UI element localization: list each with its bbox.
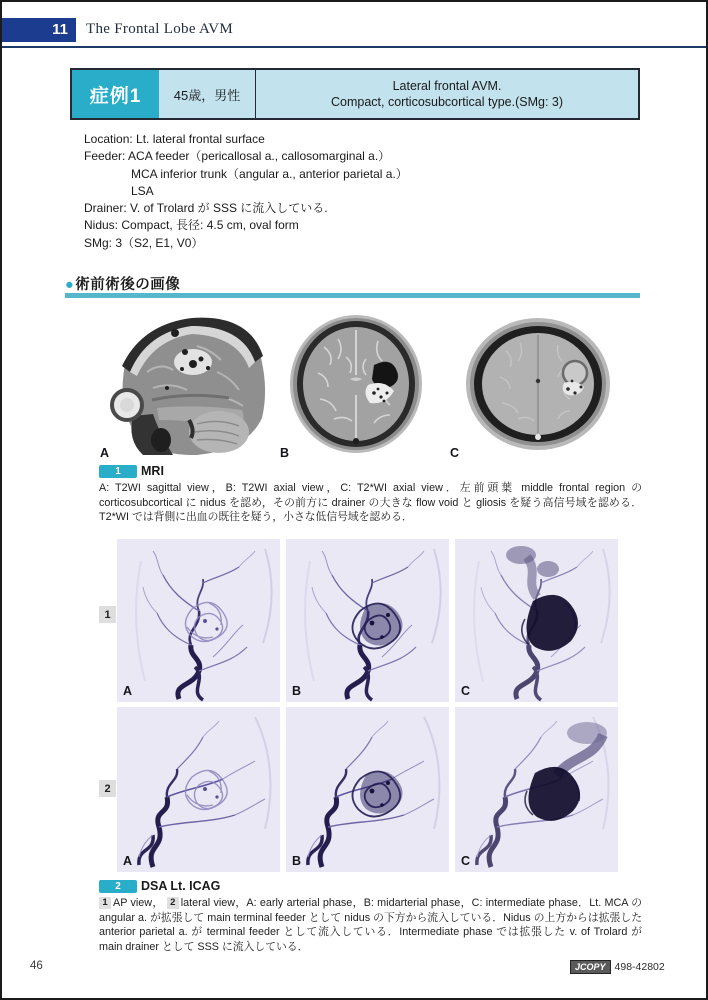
dsa-panel-1c (455, 539, 618, 702)
panel-label: C (461, 684, 471, 698)
detail-smg: SMg: 3（S2, E1, V0） (84, 235, 204, 250)
figure2-title: DSA Lt. ICAG (141, 879, 221, 893)
figure1-caption-head (99, 464, 642, 478)
figure2-caption-text (99, 896, 642, 954)
mri-panel-c (450, 315, 614, 460)
mri-figure-row (95, 310, 640, 462)
dsa-panel-1a (117, 539, 280, 702)
detail-feeder-2: MCA inferior trunk（angular a., anterior parietal a.） (131, 166, 408, 181)
section-title: 術前術後の画像 (75, 277, 181, 293)
diagnosis-cell (255, 70, 638, 118)
mri-panel-b (280, 313, 427, 460)
panel-label: C (461, 854, 471, 868)
copyright-notice (570, 960, 665, 974)
chapter-divider (2, 46, 706, 48)
dsa-angiogram-image (286, 539, 449, 702)
panel-label: A (123, 684, 133, 698)
section-heading (65, 273, 180, 294)
diagnosis-line-2: Compact, corticosubcortical type.(SMg: 3) (330, 95, 564, 109)
caption-segment-2: lateral view，A: early arterial phase，B: midarterial phase，C: intermediate phase．Lt. MCA の angular a. が拡張して main terminal feeder として nidus の下方から流入している．Nidus の上方からは拡張した anterior parietal a. が terminal feeder として流入している．Intermediate phase では拡張した v. of Trolard が main drainer として SSS に流入している． (99, 897, 643, 953)
mri-axial-t2star-image (462, 315, 614, 454)
detail-drainer: Drainer: V. of Trolard が SSS に流入している. (84, 201, 328, 216)
dsa-row1-number: 1 (99, 606, 116, 623)
page-number: 46 (30, 960, 43, 972)
chapter-number-tab (2, 18, 76, 42)
section-underline (65, 293, 640, 298)
figure1-title: MRI (141, 464, 164, 478)
panel-label: B (280, 446, 290, 460)
panel-label: C (450, 446, 460, 460)
mri-panel-a (97, 312, 269, 458)
caption-row2-badge: 2 (167, 897, 179, 909)
panel-label: B (292, 684, 302, 698)
dsa-angiogram-image (286, 707, 449, 872)
copyright-code: 498-42802 (614, 961, 665, 973)
panel-label: B (292, 854, 302, 868)
case-number-cell: 症例1 (72, 70, 159, 118)
detail-feeder-3: LSA (131, 183, 154, 198)
detail-feeder: Feeder: ACA feeder（pericallosal a., callosomarginal a.） (84, 149, 391, 164)
patient-cell: 45歳，男性 (173, 87, 241, 103)
section-bullet-icon: ● (65, 277, 75, 293)
figure2-caption-block (99, 879, 642, 954)
figure1-caption-block (99, 464, 642, 525)
dsa-angiogram-image (117, 707, 280, 872)
dsa-angiogram-image (455, 707, 618, 872)
dsa-panel-1b (286, 539, 449, 702)
dsa-angiogram-image (455, 539, 618, 702)
panel-label: A (123, 854, 133, 868)
chapter-title: The Frontal Lobe AVM (86, 21, 233, 37)
dsa-angiogram-image (117, 539, 280, 702)
figure1-caption-text: A: T2WI sagittal view，B: T2WI axial view，C: T2*WI axial view．左前頭葉 middle frontal region の corticosubcortical に nidus を認め，その前方に drainer の大きな flow void と gliosis を疑う高信号域を認める．T2*WI では背側に出血の既往を疑う，小さな低信号域を認める． (99, 482, 642, 524)
detail-nidus: Nidus: Compact, 長径: 4.5 cm, oval form (84, 218, 299, 233)
dsa-panel-2b (286, 707, 449, 872)
dsa-row2-number: 2 (99, 780, 116, 797)
panel-label: A (100, 446, 110, 460)
diagnosis-line-1: Lateral frontal AVM. (392, 79, 502, 93)
mri-sagittal-image (97, 312, 269, 458)
mri-axial-t2-image (286, 313, 427, 455)
dsa-row-ap (117, 539, 618, 702)
dsa-row-lateral (117, 707, 618, 872)
dsa-panel-2a (117, 707, 280, 872)
case-details-list (84, 131, 408, 252)
detail-location: Location: Lt. lateral frontal surface (84, 132, 265, 146)
dsa-panel-2c (455, 707, 618, 872)
jcopy-badge: JCOPY (570, 960, 611, 974)
figure2-caption-head (99, 879, 642, 893)
figure-number-badge: 1 (99, 465, 137, 478)
caption-row1-badge: 1 (99, 897, 111, 909)
case-summary-box (70, 68, 640, 120)
chapter-number: 11 (52, 21, 68, 38)
caption-segment-1: AP view， (113, 897, 164, 909)
figure-number-badge: 2 (99, 880, 137, 893)
